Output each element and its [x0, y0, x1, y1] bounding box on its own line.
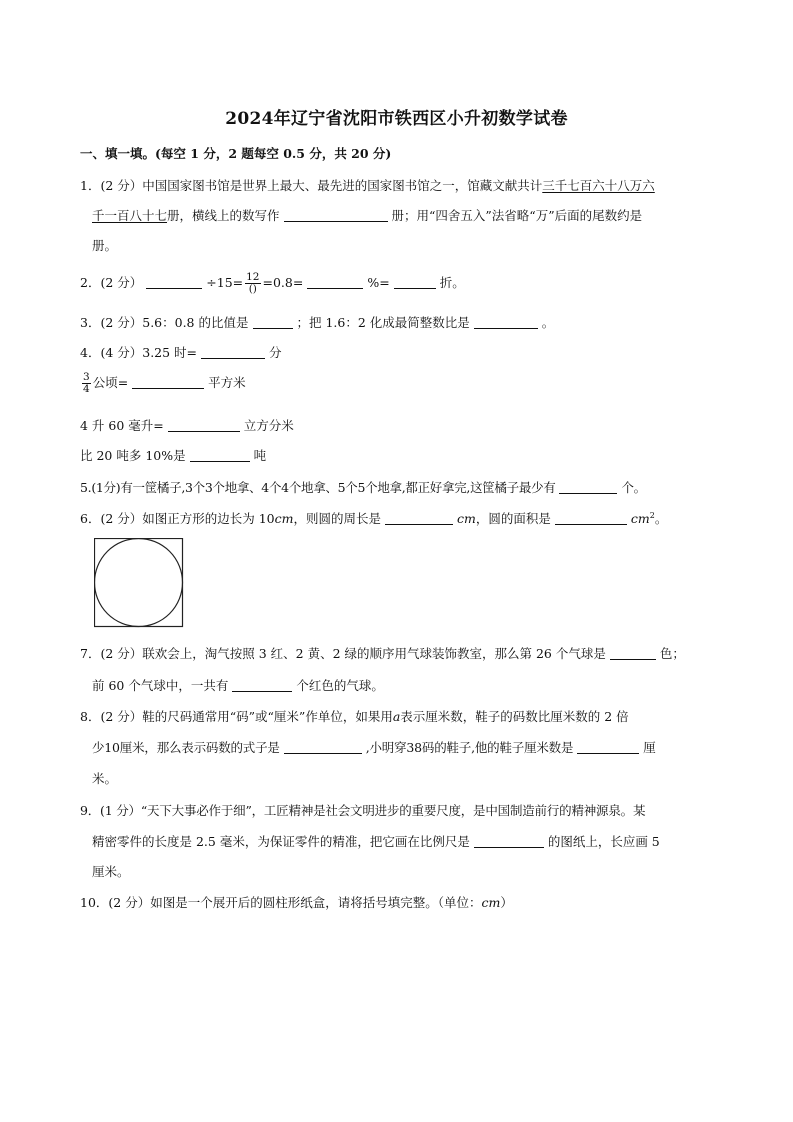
question-1-line-3: [92, 236, 117, 254]
q1-text: 1．(2 分）中国国家图书馆是世界上最大、最先进的国家图书馆之一，馆藏文献共计: [80, 178, 543, 193]
question-8-line-2: [92, 738, 656, 756]
q2-blank-2[interactable]: [307, 276, 363, 289]
q3-text: 3．(2 分）5.6：0.8 的比值是: [80, 315, 249, 330]
q3-blank-1[interactable]: [253, 316, 293, 329]
q4-blank-2[interactable]: [132, 376, 204, 389]
q4-fraction-num: 3: [83, 371, 90, 383]
question-6: [80, 509, 667, 527]
q8-text-c: 少10厘米，那么表示码数的式子是: [92, 740, 280, 755]
q8-variable: a: [392, 709, 401, 724]
q7-blank-2[interactable]: [232, 679, 292, 692]
q2-fraction: [245, 272, 260, 295]
q6-blank-2[interactable]: [555, 512, 627, 525]
q4-fraction-den: 4: [83, 383, 90, 395]
q1-underlined-number-cont: 千一百八十七: [92, 208, 168, 223]
q4-text-c: 公顷=: [92, 375, 129, 390]
section-heading: 一、填一填。(每空 1 分，2 题每空 0.5 分，共 20 分): [80, 146, 392, 161]
q6-blank-1[interactable]: [385, 512, 453, 525]
q8-blank-1[interactable]: [284, 741, 362, 754]
q2-text-b: ÷15=: [206, 275, 244, 290]
q9-text-b: 精密零件的长度是 2.5 毫米，为保证零件的精准，把它画在比例尺是: [92, 834, 470, 849]
q6-text: 6．(2 分）如图正方形的边长为 10: [80, 511, 275, 526]
q2-text: 2．(2 分）: [80, 275, 143, 290]
q9-blank-1[interactable]: [474, 835, 544, 848]
q2-blank-3[interactable]: [394, 276, 436, 289]
exam-title: 2024年辽宁省沈阳市铁西区小升初数学试卷: [225, 109, 568, 129]
q7-blank-1[interactable]: [610, 647, 656, 660]
q4-blank-4[interactable]: [190, 449, 250, 462]
q7-text-c: 前 60 个气球中，一共有: [92, 678, 229, 693]
q9-text: 9．(1 分）“天下大事必作于细”，工匠精神是社会文明进步的重要尺度，是中国制造前行的精神源泉。某: [80, 803, 646, 818]
q4-text: 4．(4 分）3.25 时=: [80, 345, 198, 360]
question-8: [80, 707, 629, 725]
q4-fraction: [82, 372, 91, 395]
q1-underlined-number: 三千七百六十八万六: [542, 178, 655, 193]
q4-text-d: 平方米: [208, 375, 246, 390]
q4-blank-3[interactable]: [168, 419, 240, 432]
q8-text-b: 表示厘米数，鞋子的码数比厘米数的 2 倍: [400, 709, 629, 724]
q1-text-d: 册。: [92, 238, 118, 253]
question-2: [80, 272, 465, 295]
q8-text-e: 厘: [643, 740, 656, 755]
question-8-line-3: [92, 769, 117, 787]
q4-blank-1[interactable]: [201, 346, 265, 359]
square-circle-figure: [94, 538, 184, 628]
question-9-line-3: [92, 862, 130, 880]
q10-text: 10．(2 分）如图是一个展开后的圆柱形纸盒，请将括号填完整。（单位：: [80, 895, 482, 910]
q5-text: 5.(1分)有一筐橘子,3个3个地拿、4个4个地拿、5个5个地拿,都正好拿完,这筐橘子最少有: [80, 480, 556, 495]
q6-text-c: ，圆的面积是: [475, 511, 551, 526]
q3-text-c: 。: [541, 315, 555, 330]
q2-text-c: =0.8=: [262, 275, 304, 290]
question-5: [80, 478, 646, 496]
question-9: [80, 801, 645, 819]
question-4-part-3: [80, 416, 294, 434]
q7-text-b: 色；: [659, 646, 685, 661]
question-7: [80, 644, 685, 662]
q2-text-e: 折。: [439, 275, 465, 290]
q9-text-c: 的图纸上，长应画 5: [547, 834, 660, 849]
question-3: [80, 313, 554, 331]
q7-text: 7．(2 分）联欢会上，淘气按照 3 红、2 黄、2 绿的顺序用气球装饰教室，那么第 26 个气球是: [80, 646, 606, 661]
question-4: [80, 343, 282, 361]
q1-text-b: 册，横线上的数写作: [167, 208, 280, 223]
q7-text-d: 个红色的气球。: [296, 678, 384, 693]
q3-text-b: ；把 1.6：2 化成最简整数比是: [296, 315, 470, 330]
question-7-line-2: [92, 676, 384, 694]
q5-text-b: 个。: [621, 480, 646, 495]
q6-text-d: 。: [654, 511, 668, 526]
q8-text: 8．(2 分）鞋的尺码通常用“码”或“厘米”作单位，如果用: [80, 709, 393, 724]
q2-text-d: %=: [367, 275, 390, 290]
q10-text-b: ）: [500, 895, 513, 910]
q1-blank-1[interactable]: [284, 209, 388, 222]
q6-text-b: ，则圆的周长是: [293, 511, 382, 526]
question-10: [80, 893, 513, 911]
q4-text-h: 吨: [253, 448, 267, 463]
q1-text-c: 册；用“四舍五入”法省略“万”后面的尾数约是: [391, 208, 643, 223]
question-9-line-2: [92, 832, 660, 850]
question-1-line-2: [92, 206, 642, 224]
q4-text-f: 立方分米: [243, 418, 294, 433]
q6-unit-3: cm: [630, 511, 650, 526]
q10-unit: cm: [481, 895, 501, 910]
q6-unit-1: cm: [274, 511, 294, 526]
q4-text-b: 分: [269, 345, 282, 360]
q9-text-d: 厘米。: [92, 864, 130, 879]
q4-text-e: 4 升 60 毫升=: [80, 418, 164, 433]
q8-text-f: 米。: [92, 771, 118, 786]
question-1-line-1: [80, 176, 655, 194]
circle-shape: [95, 539, 183, 627]
q3-blank-2[interactable]: [474, 316, 538, 329]
question-4-part-4: [80, 446, 266, 464]
q8-blank-2[interactable]: [577, 741, 639, 754]
q4-text-g: 比 20 吨多 10%是: [80, 448, 186, 463]
q2-fraction-den: (): [248, 283, 257, 295]
q2-blank-1[interactable]: [146, 276, 202, 289]
q6-unit-2: cm: [457, 511, 476, 526]
q8-text-d: ,小明穿38码的鞋子,他的鞋子厘米数是: [365, 740, 574, 755]
q5-blank-1[interactable]: [559, 481, 617, 494]
q6-superscript: 2: [649, 510, 655, 520]
q2-fraction-num: 12: [246, 271, 260, 283]
question-4-part-2: [80, 372, 246, 395]
